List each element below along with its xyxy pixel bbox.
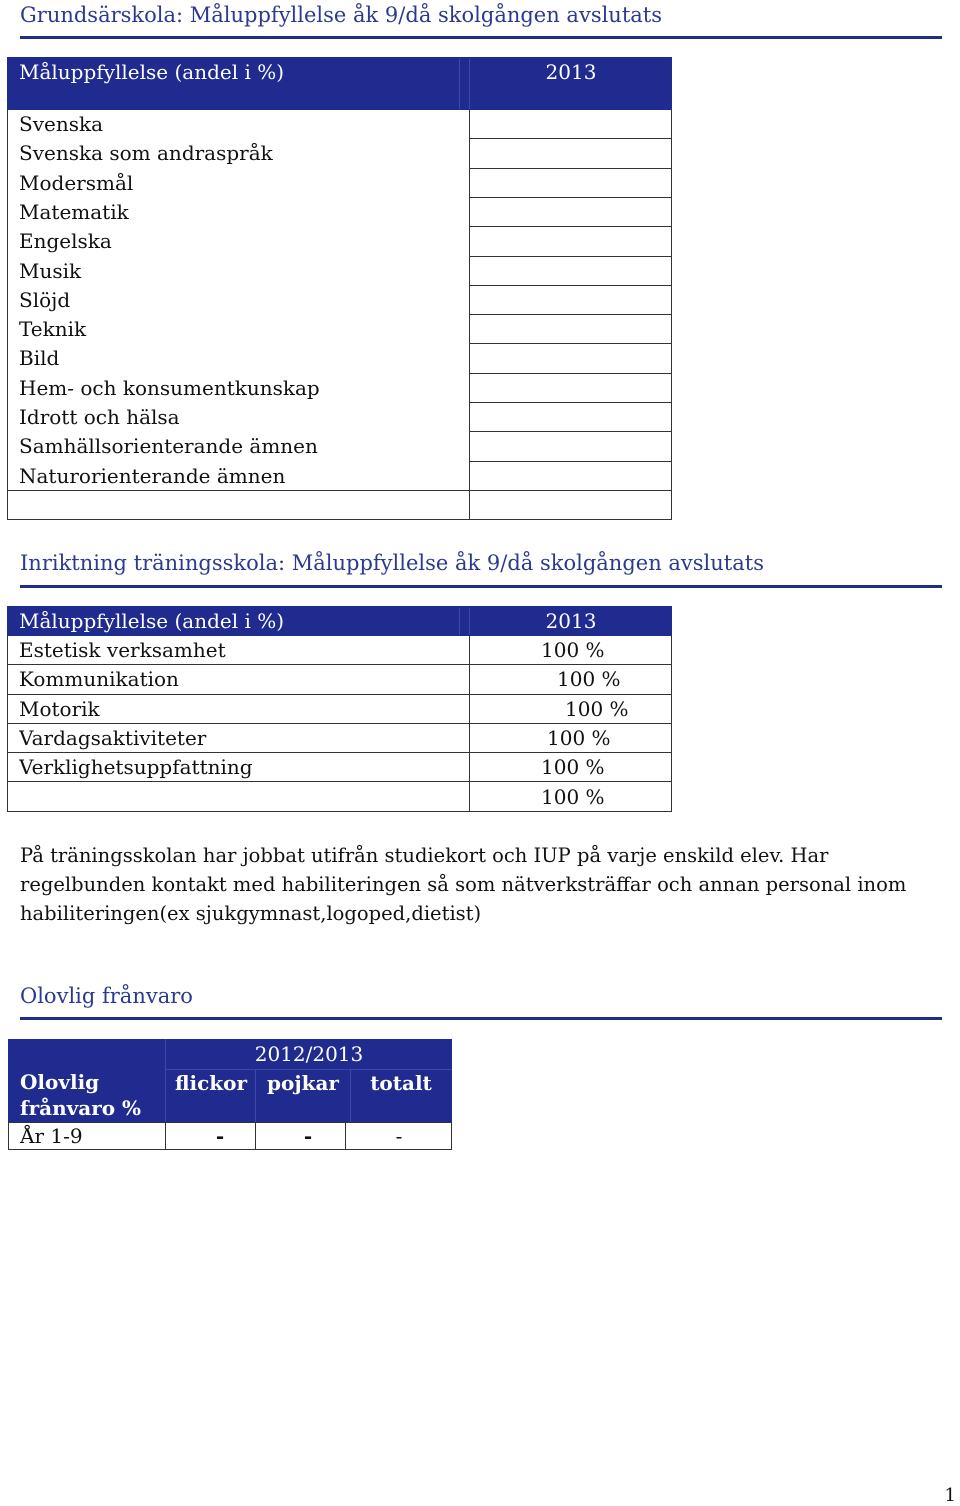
row-label: Estetisk verksamhet bbox=[19, 638, 226, 662]
row-label: Musik bbox=[19, 258, 82, 283]
row-label: Motorik bbox=[19, 696, 100, 721]
table-traningsskola bbox=[7, 606, 672, 812]
gridline bbox=[671, 636, 672, 812]
gridline bbox=[469, 110, 470, 520]
row-value: 100 % bbox=[557, 667, 621, 692]
row-value: 100 % bbox=[541, 755, 605, 780]
row-header-label: Olovlig frånvaro % bbox=[20, 1070, 142, 1120]
value-flickor: - bbox=[215, 1124, 225, 1148]
header-divider bbox=[350, 1069, 351, 1122]
heading-rule bbox=[20, 36, 942, 39]
row-value: 100 % bbox=[565, 696, 629, 721]
row-label: Verklighetsuppfattning bbox=[19, 755, 253, 780]
header-divider bbox=[255, 1069, 256, 1122]
header-divider bbox=[469, 59, 470, 109]
row-label: Naturorienterande ämnen bbox=[19, 463, 286, 488]
row-label: Svenska som andraspråk bbox=[19, 141, 273, 166]
paragraph-traningsskola: På träningsskolan har jobbat utifrån studiekort och IUP på varje enskild elev. Har regelbunden kontakt med habiliteringen så som nätverksträffar och annan personal inom habiliteringen(ex sjukgymnast,logoped,dietist) bbox=[20, 844, 907, 925]
row-label: Teknik bbox=[19, 317, 87, 342]
row-label: Modersmål bbox=[19, 170, 134, 195]
row-label: Engelska bbox=[19, 229, 112, 254]
heading-rule bbox=[20, 1017, 942, 1020]
header-divider bbox=[165, 1039, 166, 1122]
header-divider bbox=[469, 608, 470, 635]
row-label: Matematik bbox=[19, 199, 129, 224]
row-label: Bild bbox=[19, 346, 60, 371]
header-year: 2013 bbox=[545, 609, 597, 633]
header-label: Måluppfyllelse (andel i %) bbox=[19, 60, 285, 84]
table-grundsarskola bbox=[7, 57, 672, 521]
value-totalt: - bbox=[395, 1124, 403, 1148]
row-value: 100 % bbox=[541, 638, 605, 662]
gridline bbox=[7, 519, 672, 520]
value-pojkar: - bbox=[303, 1124, 313, 1148]
table-row bbox=[7, 491, 672, 520]
page-number: 1 bbox=[944, 1485, 956, 1506]
gridline bbox=[7, 490, 469, 491]
row-label: Kommunikation bbox=[19, 667, 179, 692]
gridline bbox=[7, 636, 8, 812]
row-label: Svenska bbox=[19, 112, 104, 136]
row-value: 100 % bbox=[547, 725, 611, 750]
header-divider bbox=[165, 1069, 452, 1070]
row-label bbox=[19, 783, 459, 812]
gridline bbox=[671, 110, 672, 520]
gridline bbox=[469, 636, 470, 812]
header-year: 2013 bbox=[545, 60, 597, 84]
section-heading-olovlig-franvaro: Olovlig frånvaro bbox=[20, 984, 193, 1008]
row-label: Slöjd bbox=[19, 287, 71, 312]
period-label: 2012/2013 bbox=[254, 1042, 364, 1066]
row-label: År 1-9 bbox=[20, 1124, 83, 1148]
section-heading-grundsarskola: Grundsärskola: Måluppfyllelse åk 9/då skolgången avslutats bbox=[20, 3, 663, 27]
col-pojkar: pojkar bbox=[267, 1071, 339, 1095]
col-totalt: totalt bbox=[370, 1071, 432, 1095]
row-label: Vardagsaktiviteter bbox=[19, 725, 207, 750]
gridline bbox=[7, 110, 8, 520]
row-label: Hem- och konsumentkunskap bbox=[19, 375, 320, 400]
table-olovlig-franvaro bbox=[8, 1039, 452, 1150]
header-label: Måluppfyllelse (andel i %) bbox=[19, 609, 285, 633]
row-label: Samhällsorienterande ämnen bbox=[19, 434, 318, 459]
heading-rule bbox=[20, 585, 942, 588]
section-heading-traningsskola: Inriktning träningsskola: Måluppfyllelse åk 9/då skolgången avslutats bbox=[20, 551, 764, 575]
row-label: Idrott och hälsa bbox=[19, 405, 180, 429]
col-flickor: flickor bbox=[174, 1071, 248, 1095]
row-value: 100 % bbox=[541, 784, 605, 809]
header-divider bbox=[459, 59, 460, 109]
header-divider bbox=[459, 608, 460, 635]
